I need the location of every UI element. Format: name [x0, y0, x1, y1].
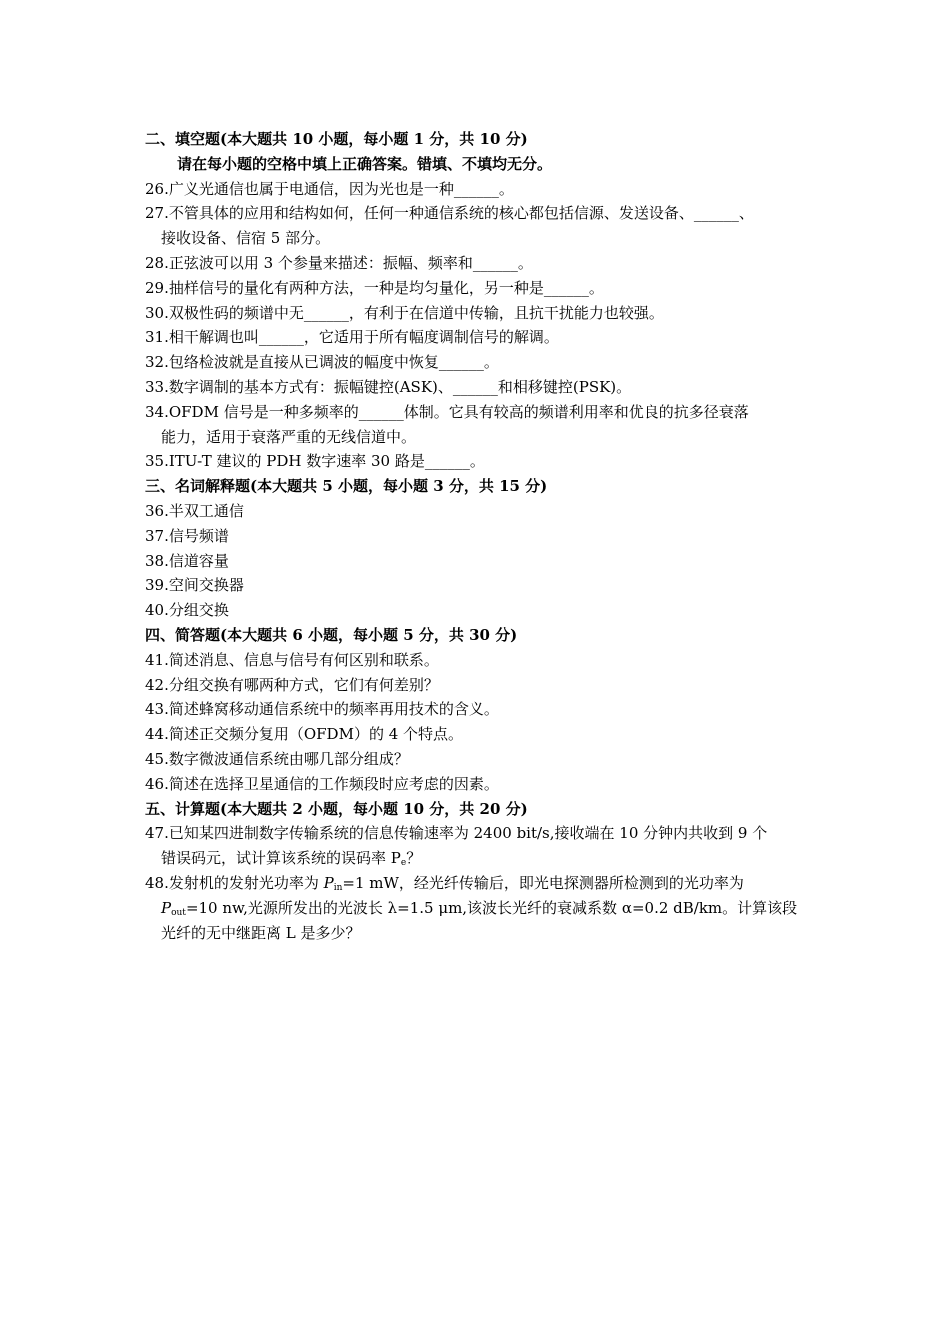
question-29: 29.抽样信号的量化有两种方法，一种是均匀量化，另一种是______。	[145, 278, 604, 297]
section-5-heading: 五、计算题(本大题共 2 小题，每小题 10 分，共 20 分)	[145, 799, 528, 818]
section-3-heading: 三、名词解释题(本大题共 5 小题，每小题 3 分，共 15 分)	[145, 477, 548, 496]
question-40: 40.分组交换	[145, 601, 229, 620]
question-26: 26.广义光通信也属于电通信，因为光也是一种______。	[145, 179, 514, 198]
question-34: 34.OFDM 信号是一种多频率的______体制。它具有较高的频谱利用率和优良的抗多径衰落	[145, 402, 749, 421]
question-37: 37.信号频谱	[145, 526, 229, 545]
question-48-continued	[145, 896, 825, 921]
question-38: 38.信道容量	[145, 551, 229, 570]
question-48	[145, 871, 825, 896]
question-41: 41.简述消息、信息与信号有何区别和联系。	[145, 650, 439, 669]
question-48-text-b: =1 mW，经光纤传输后，即光电探测器所检测到的光功率为	[342, 873, 744, 892]
question-48-text-c: =10 nw,光源所发出的光波长 λ=1.5 μm,该波长光纤的衰减系数 α=0.2 dB/km。计算该段	[185, 898, 798, 917]
section-4-heading: 四、简答题(本大题共 6 小题，每小题 5 分，共 30 分)	[145, 625, 518, 644]
question-48-variable-p: P	[323, 873, 334, 892]
question-47-end: ？	[406, 849, 422, 868]
question-45: 45.数字微波通信系统由哪几部分组成？	[145, 749, 409, 768]
exam-page	[145, 127, 825, 945]
question-42: 42.分组交换有哪两种方式，它们有何差别？	[145, 675, 439, 694]
question-47-subscript: e	[400, 858, 407, 869]
question-32: 32.包络检波就是直接从已调波的幅度中恢复______。	[145, 353, 499, 372]
question-36: 36.半双工通信	[145, 501, 244, 520]
question-39: 39.空间交换器	[145, 576, 244, 595]
question-48-continued-2: 光纤的无中继距离 L 是多少？	[161, 923, 361, 942]
question-47-text: 错误码元，试计算该系统的误码率 P	[161, 849, 401, 868]
question-27-continued: 接收设备、信宿 5 部分。	[161, 229, 331, 248]
question-33: 33.数字调制的基本方式有：振幅键控(ASK)、______和相移键控(PSK)。	[145, 377, 632, 396]
question-44: 44.简述正交频分复用（OFDM）的 4 个特点。	[145, 725, 464, 744]
question-31: 31.相干解调也叫______，它适用于所有幅度调制信号的解调。	[145, 328, 559, 347]
section-2-instruction: 请在每小题的空格中填上正确答案。错填、不填均无分。	[177, 154, 553, 173]
question-47: 47.已知某四进制数字传输系统的信息传输速率为 2400 bit/s,接收端在 10 分钟内共收到 9 个	[145, 824, 768, 843]
question-43: 43.简述蜂窝移动通信系统中的频率再用技术的含义。	[145, 700, 499, 719]
question-48-subscript-out: out	[171, 907, 186, 918]
question-48-subscript-in: in	[333, 882, 343, 893]
question-30: 30.双极性码的频谱中无______，有利于在信道中传输，且抗干扰能力也较强。	[145, 303, 664, 322]
question-35: 35.ITU-T 建议的 PDH 数字速率 30 路是______。	[145, 452, 485, 471]
question-47-continued	[145, 846, 825, 871]
question-34-continued: 能力，适用于衰落严重的无线信道中。	[161, 427, 417, 446]
section-2-heading: 二、填空题(本大题共 10 小题，每小题 1 分，共 10 分)	[145, 130, 528, 148]
question-46: 46.简述在选择卫星通信的工作频段时应考虑的因素。	[145, 774, 499, 793]
question-48-text-a: 48.发射机的发射光功率为	[145, 873, 324, 892]
question-27: 27.不管具体的应用和结构如何，任何一种通信系统的核心都包括信源、发送设备、______、	[145, 204, 754, 223]
question-28: 28.正弦波可以用 3 个参量来描述：振幅、频率和______。	[145, 253, 533, 272]
question-48-variable-p-out: P	[161, 898, 172, 917]
